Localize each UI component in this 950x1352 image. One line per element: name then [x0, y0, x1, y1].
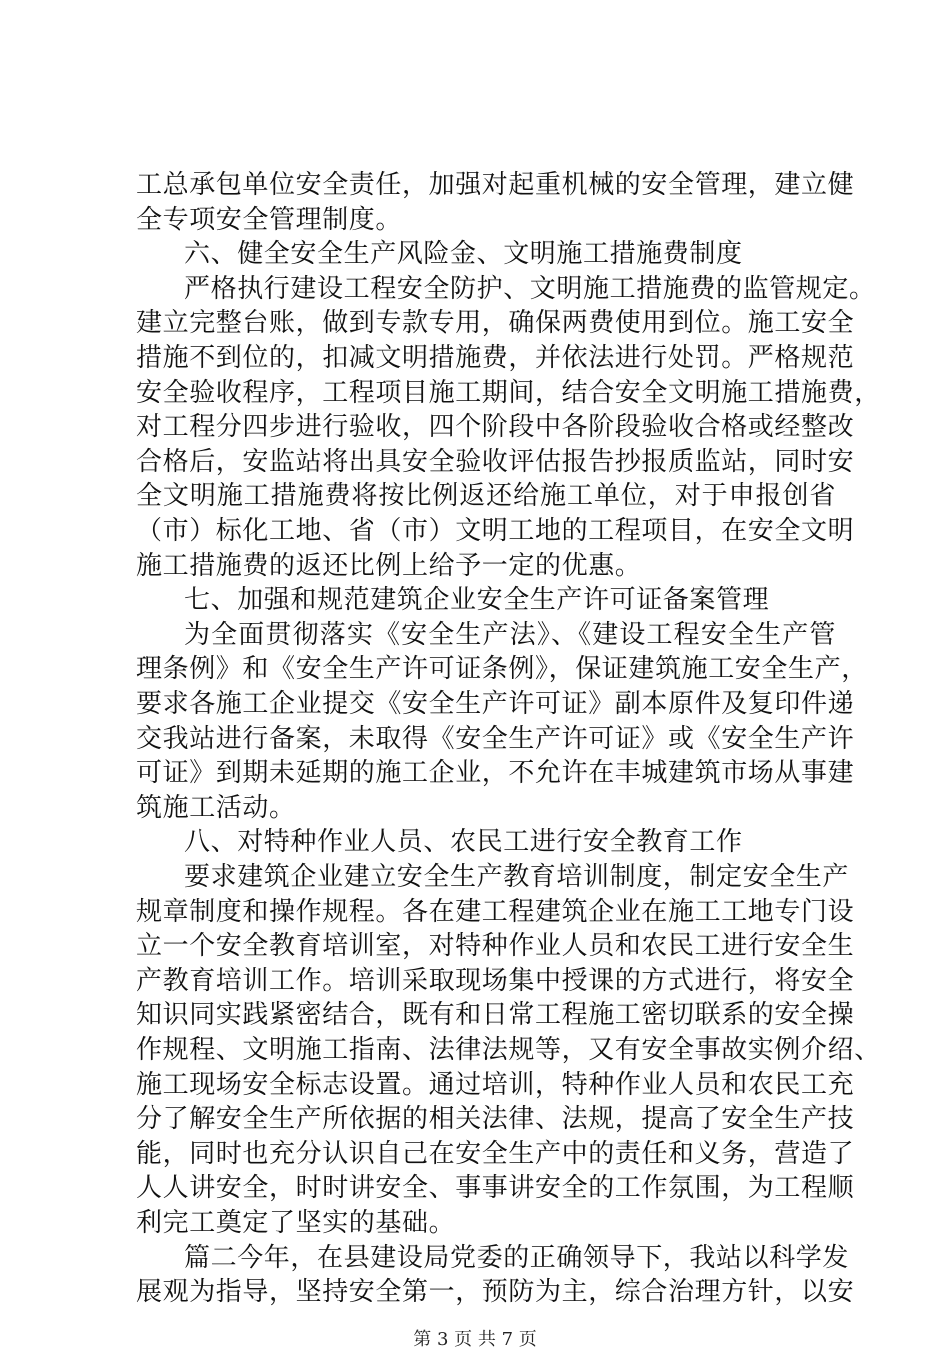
- body-line: 理条例》和《安全生产许可证条例》，保证建筑施工安全生产，: [136, 654, 868, 685]
- body-line: 为全面贯彻落实《安全生产法》、《建设工程安全生产管: [184, 619, 836, 650]
- body-line: 措施不到位的，扣减文明措施费，并依法进行处罚。严格规范: [136, 343, 855, 373]
- body-line: 利完工奠定了坚实的基础。: [136, 1208, 456, 1238]
- section-heading: 八、对特种作业人员、农民工进行安全教育工作: [184, 827, 743, 858]
- body-line: 人人讲安全，时时讲安全、事事讲安全的工作氛围，为工程顺: [136, 1173, 855, 1204]
- body-line: 展观为指导，坚持安全第一，预防为主，综合治理方针，以安: [136, 1277, 855, 1308]
- body-line: 筑施工活动。: [136, 792, 296, 823]
- body-line: 施工现场安全标志设置。通过培训，特种作业人员和农民工充: [136, 1069, 855, 1100]
- body-line: 全专项安全管理制度。: [136, 204, 403, 235]
- body-line: 产教育培训工作。培训采取现场集中授课的方式进行，将安全: [136, 965, 855, 996]
- body-line: 合格后，安监站将出具安全验收评估报告抄报质监站，同时安: [136, 446, 855, 477]
- page-number-footer: 第 3 页 共 7 页: [413, 1328, 537, 1350]
- body-line: 分了解安全生产所依据的相关法律、法规，提高了安全生产技: [136, 1104, 855, 1135]
- body-line: 全文明施工措施费将按比例返还给施工单位，对于申报创省: [136, 481, 836, 512]
- body-line: 要求各施工企业提交《安全生产许可证》副本原件及复印件递: [136, 689, 855, 719]
- body-line: 要求建筑企业建立安全生产教育培训制度，制定安全生产: [184, 862, 850, 892]
- body-line: 对工程分四步进行验收，四个阶段中各阶段验收合格或经整改: [136, 412, 855, 443]
- body-line: 规章制度和操作规程。各在建工程建筑企业在施工工地专门设: [136, 896, 855, 927]
- body-line: 施工措施费的返还比例上给予一定的优惠。: [136, 550, 642, 581]
- body-line: 工总承包单位安全责任，加强对起重机械的安全管理，建立健: [136, 170, 855, 200]
- body-line: 可证》到期未延期的施工企业，不允许在丰城建筑市场从事建: [136, 758, 855, 789]
- body-line: 交我站进行备案，未取得《安全生产许可证》或《安全生产许: [136, 723, 855, 754]
- body-line: 能，同时也充分认识自己在安全生产中的责任和义务，营造了: [136, 1138, 855, 1169]
- body-line: 立一个安全教育培训室，对特种作业人员和农民工进行安全生: [136, 931, 855, 962]
- body-line: 建立完整台账，做到专款专用，确保两费使用到位。施工安全: [136, 308, 855, 339]
- body-line: 严格执行建设工程安全防护、文明施工措施费的监管规定。: [184, 273, 876, 304]
- section-heading: 七、加强和规范建筑企业安全生产许可证备案管理: [184, 585, 770, 616]
- section-heading: 六、健全安全生产风险金、文明施工措施费制度: [184, 239, 743, 270]
- body-line: 安全验收程序，工程项目施工期间，结合安全文明施工措施费，: [136, 377, 881, 408]
- body-line: 篇二今年，在县建设局党委的正确领导下，我站以科学发: [184, 1242, 850, 1273]
- body-line: 作规程、文明施工指南、法律法规等，又有安全事故实例介绍、: [136, 1035, 881, 1065]
- body-line: 知识同实践紧密结合，既有和日常工程施工密切联系的安全操: [136, 1000, 855, 1031]
- body-line: （市）标化工地、省（市）文明工地的工程项目，在安全文明: [136, 516, 855, 546]
